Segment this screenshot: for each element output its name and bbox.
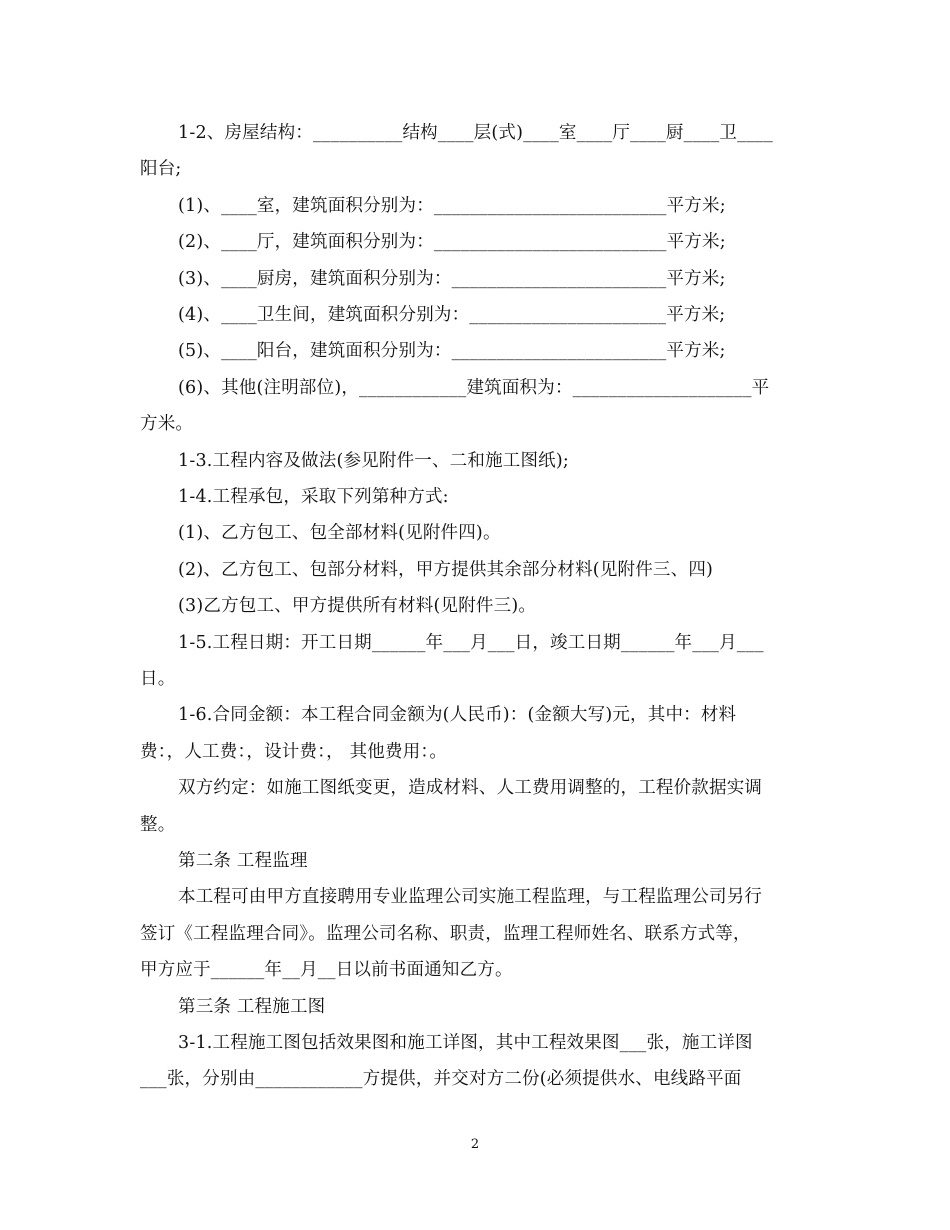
text-line: (1)、____室，建筑面积分别为：__________________________平方米; xyxy=(178,196,726,216)
text-line: 甲方应于______年__月__日以前书面通知乙方。 xyxy=(140,960,513,980)
text-line: 3-1.工程施工图包括效果图和施工详图，其中工程效果图___张，施工详图 xyxy=(178,1033,753,1053)
text-line: (2)、____厅，建筑面积分别为：__________________________平方米; xyxy=(178,232,726,252)
text-line: 1-6.合同金额：本工程合同金额为(人民币)：(金额大写)元，其中：材料 xyxy=(178,705,737,725)
text-line: 1-4.工程承包，采取下列第种方式: xyxy=(178,487,449,507)
text-line: ___张，分别由____________方提供，并交对方二份(必须提供水、电线路平面 xyxy=(140,1069,742,1089)
text-line: (2)、乙方包工、包部分材料，甲方提供其余部分材料(见附件三、四) xyxy=(178,560,714,580)
text-line: 日。 xyxy=(140,669,176,689)
text-line: 双方约定：如施工图纸变更，造成材料、人工费用调整的，工程价款据实调 xyxy=(178,778,763,798)
text-line: 整。 xyxy=(140,815,176,835)
section-heading: 第二条 工程监理 xyxy=(178,851,308,871)
text-line: 1-2、房屋结构：__________结构____层(式)____室____厅____厨____卫____ xyxy=(178,123,773,143)
text-line: (3)乙方包工、甲方提供所有材料(见附件三)。 xyxy=(178,596,537,616)
text-line: 阳台; xyxy=(140,159,182,179)
text-line: 1-5.工程日期：开工日期______年___月___日，竣工日期______年___月___ xyxy=(178,633,764,653)
text-line: (1)、乙方包工、包全部材料(见附件四)。 xyxy=(178,523,501,543)
text-line: (5)、____阳台，建筑面积分别为：________________________平方米; xyxy=(178,341,726,361)
text-line: (4)、____卫生间，建筑面积分别为：______________________平方米; xyxy=(178,305,726,325)
text-line: 签订《工程监理合同》。监理公司名称、职责，监理工程师姓名、联系方式等， xyxy=(140,924,751,944)
text-line: (6)、其他(注明部位)，____________建筑面积为：____________________平 xyxy=(178,378,770,398)
page-number: 2 xyxy=(470,1137,480,1152)
text-line: (3)、____厨房，建筑面积分别为：________________________平方米; xyxy=(178,269,726,289)
text-line: 本工程可由甲方直接聘用专业监理公司实施工程监理，与工程监理公司另行 xyxy=(178,887,763,907)
text-line: 方米。 xyxy=(140,414,194,434)
text-line: 费：，人工费：，设计费：， 其他费用：。 xyxy=(140,742,448,762)
text-line: 1-3.工程内容及做法(参见附件一、二和施工图纸); xyxy=(178,451,569,471)
section-heading: 第三条 工程施工图 xyxy=(178,997,326,1017)
